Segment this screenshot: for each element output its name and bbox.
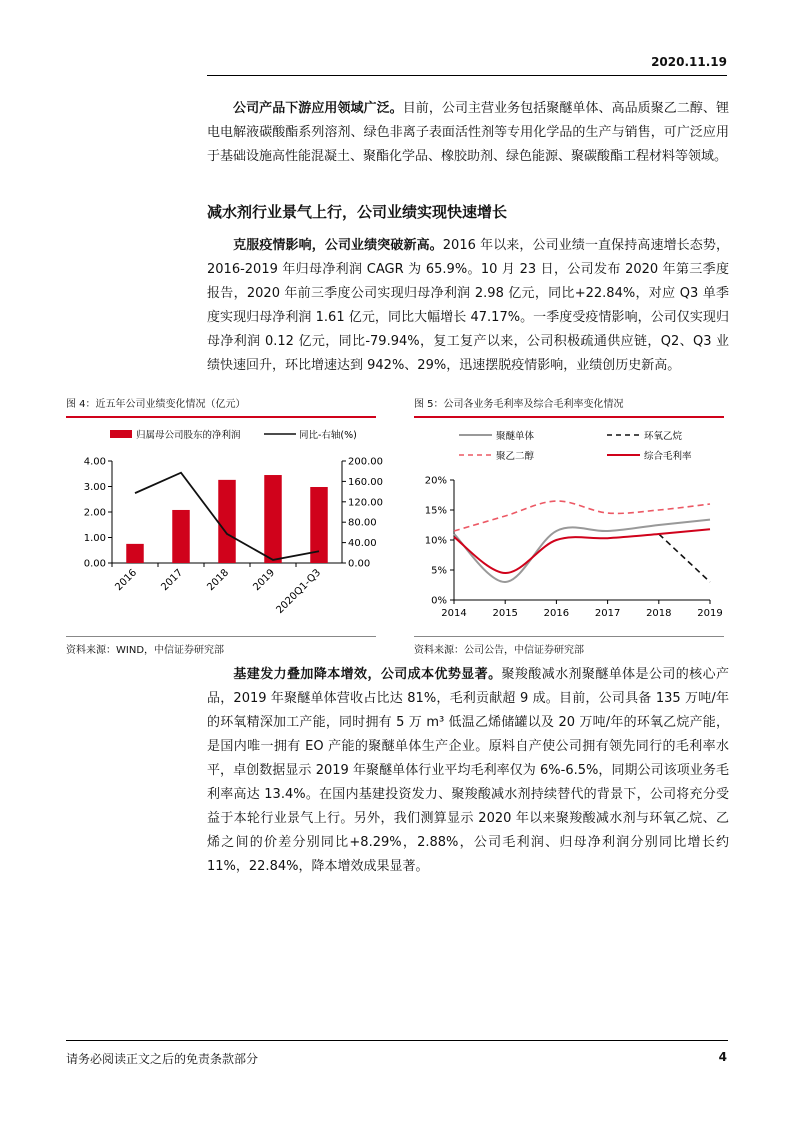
x-tick-label: 2017	[594, 608, 621, 619]
paragraph-lead: 基建发力叠加降本增效，公司成本优势显著。	[233, 667, 502, 682]
y-tick-label: 20%	[424, 475, 447, 487]
y-left-tick-label: 1.00	[83, 533, 106, 544]
legend-label-line: 同比-右轴(%)	[299, 430, 357, 441]
footer-rule	[66, 1040, 728, 1041]
bar	[172, 510, 189, 563]
y-right-tick-label: 80.00	[348, 517, 377, 529]
figure-4-source: 资料来源：WIND，中信证券研究部	[66, 636, 376, 656]
y-right-tick-label: 120.00	[348, 497, 383, 509]
report-date: 2020.11.19	[651, 55, 727, 69]
series-line	[454, 520, 710, 582]
paragraph-performance	[207, 234, 729, 378]
page-number: 4	[718, 1050, 727, 1064]
y-tick-label: 5%	[431, 565, 447, 577]
bar	[126, 544, 143, 563]
figure-5-chart	[414, 420, 724, 635]
y-right-tick-label: 0.00	[348, 558, 371, 570]
legend-label-overall: 综合毛利率	[644, 451, 692, 462]
y-tick-label: 15%	[424, 505, 447, 517]
y-left-tick-label: 0.00	[83, 558, 106, 570]
y-right-tick-label: 200.00	[348, 456, 383, 468]
figure-5-title: 图 5：公司各业务毛利率及综合毛利率变化情况	[414, 398, 724, 418]
paragraph-downstream	[207, 97, 729, 169]
y-tick-label: 0%	[431, 595, 447, 607]
x-tick-label: 2018	[205, 567, 232, 594]
legend-label-eo: 环氧乙烷	[644, 431, 683, 442]
legend-label-bar: 归属母公司股东的净利润	[136, 430, 241, 441]
y-right-tick-label: 40.00	[348, 538, 377, 550]
legend	[459, 430, 692, 462]
series-line	[454, 501, 710, 531]
y-left-tick-label: 3.00	[83, 482, 106, 493]
x-tick-label: 2014	[441, 608, 467, 619]
header-rule	[207, 75, 727, 76]
y-left-tick-label: 4.00	[83, 456, 106, 468]
footer-disclaimer: 请务必阅读正文之后的免责条款部分	[66, 1052, 259, 1066]
series-line	[454, 529, 710, 573]
figure-4-title: 图 4：近五年公司业绩变化情况（亿元）	[66, 398, 376, 418]
figure-5-source: 资料来源：公司公告，中信证券研究部	[414, 636, 724, 656]
paragraph-body: 聚羧酸减水剂聚醚单体是公司的核心产品，2019 年聚醚单体营收占比达 81%，毛利贡献超 9 成。目前，公司具备 135 万吨/年的环氧精深加工产能，同时拥有 5 万 m³ 低温乙烯储罐以及 20 万吨/年的环氧乙烷产能，是国内唯一拥有 EO 产能的聚醚单体生产企业。原料自产使公司拥有领先同行的毛利率水平，卓创数据显示 2019 年聚醚单体行业平均毛利率仅为 6%-6.5%，同期公司该项业务毛利率高达 13.4%。在国内基建投资发力、聚羧酸减水剂持续替代的背景下，公司将充分受益于本轮行业景气上行。另外，我们测算显示 2020 年以来聚羧酸减水剂与环氧乙烷、乙烯之间的价差分别同比+8.29%，2.88%，公司毛利润、归母净利润分别同比增长约 11%，22.84%，降本增效成果显著。	[207, 667, 729, 874]
x-tick-label: 2016	[543, 608, 570, 619]
figure-5	[414, 398, 724, 658]
bar	[218, 480, 235, 563]
bar	[264, 475, 281, 563]
y-tick-label: 10%	[424, 535, 447, 547]
x-tick-label: 2015	[492, 608, 518, 619]
paragraph-body: 2016 年以来，公司业绩一直保持高速增长态势，2016-2019 年归母净利润 CAGR 为 65.9%。10 月 23 日，公司发布 2020 年第三季度报告，2020 年前三季度公司实现归母净利润 2.98 亿元，同比+22.84%，对应 Q3 单季度实现归母净利润 1.61 亿元，同比大幅增长 47.17%。一季度受疫情影响，公司仅实现归母净利润 0.12 亿元，同比-79.94%，复工复产以来，公司积极疏通供应链，Q2、Q3 业绩快速回升，环比增速达到 942%、29%，迅速摆脱疫情影响，业绩创历史新高。	[207, 238, 729, 373]
section-title: 减水剂行业景气上行，公司业绩实现快速增长	[207, 203, 508, 221]
legend-label-polyether: 聚醚单体	[496, 431, 535, 442]
series-line	[659, 534, 710, 582]
paragraph-body: 目前，公司主营业务包括聚醚单体、高品质聚乙二醇、锂电电解液碳酸酯系列溶剂、绿色非离子表面活性剂等专用化学品的生产与销售，可广泛应用于基础设施高性能混凝土、聚酯化学品、橡胶助剂、绿色能源、聚碳酸酯工程材料等领域。	[207, 101, 729, 164]
figure-4-chart	[66, 420, 383, 635]
legend-label-peg: 聚乙二醇	[496, 451, 535, 462]
legend	[110, 429, 357, 441]
x-tick-label: 2016	[113, 567, 140, 594]
y-left-tick-label: 2.00	[83, 507, 106, 519]
y-right-tick-label: 160.00	[348, 476, 383, 488]
x-tick-label: 2018	[646, 608, 672, 619]
x-tick-label: 2020Q1-Q3	[274, 567, 324, 617]
x-tick-label: 2019	[251, 567, 278, 594]
figure-4	[66, 398, 383, 658]
paragraph-cost-advantage	[207, 663, 729, 879]
legend-swatch-bar	[110, 430, 132, 438]
x-tick-label: 2019	[697, 608, 723, 619]
paragraph-lead: 公司产品下游应用领域广泛。	[233, 101, 403, 116]
paragraph-lead: 克服疫情影响，公司业绩突破新高。	[233, 238, 443, 253]
x-tick-label: 2017	[159, 567, 186, 594]
